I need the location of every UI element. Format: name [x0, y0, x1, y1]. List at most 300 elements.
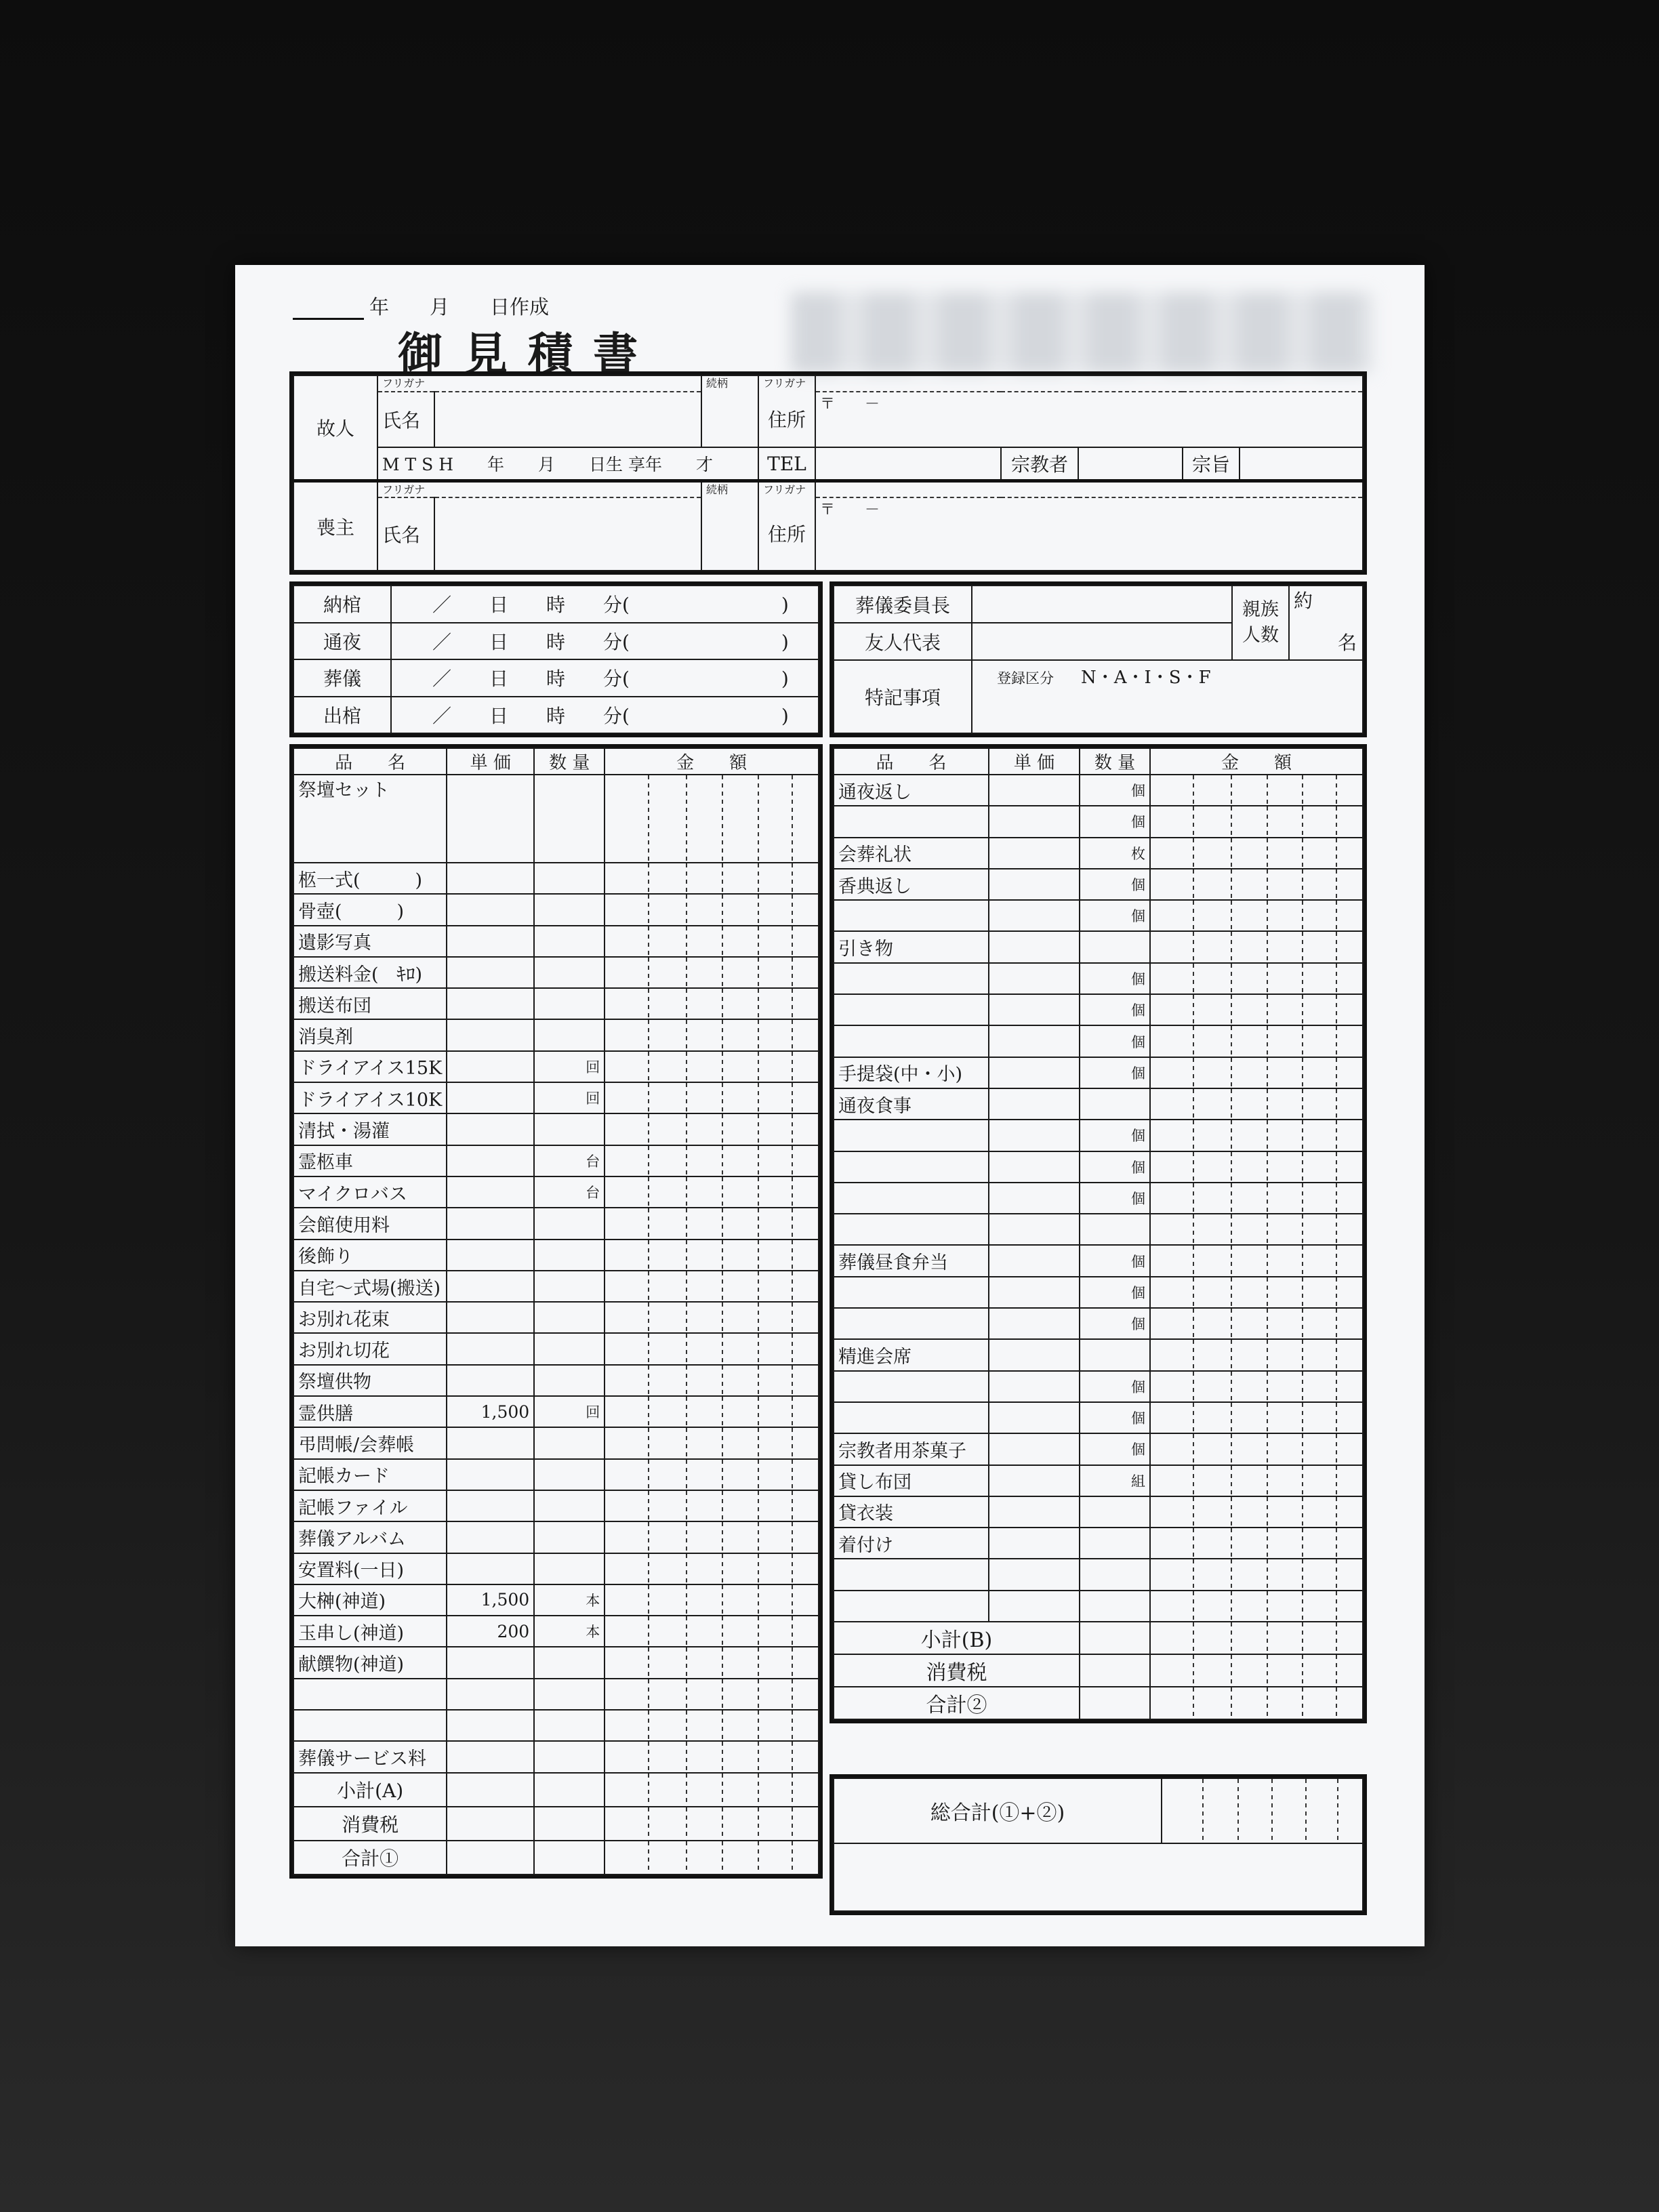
item-name: 葬儀アルバム	[293, 1521, 447, 1553]
quantity-cell[interactable]	[1080, 838, 1150, 869]
tel-label: TEL	[758, 447, 815, 481]
amount-cell[interactable]	[605, 988, 819, 1019]
unit-price[interactable]	[447, 1365, 534, 1396]
amount-cell[interactable]	[1150, 1559, 1363, 1590]
table-row	[834, 1088, 1363, 1120]
table-row	[293, 1240, 819, 1271]
item-name: ドライアイス15K	[293, 1051, 447, 1082]
mourner-address-field[interactable]: 〒 －	[815, 497, 1363, 571]
left-total-amount[interactable]	[605, 1841, 819, 1875]
quantity-cell[interactable]	[534, 1679, 605, 1710]
quantity-cell[interactable]	[1080, 1496, 1150, 1528]
quantity-cell[interactable]	[1080, 1183, 1150, 1214]
left-tax-price[interactable]	[447, 1807, 534, 1841]
year-label: 年	[369, 295, 390, 319]
unit-label: 個	[1131, 1316, 1145, 1333]
quantity-cell[interactable]	[1080, 1214, 1150, 1245]
quantity-cell[interactable]	[1080, 1245, 1150, 1276]
unit-price[interactable]	[989, 1057, 1080, 1088]
unit-price[interactable]	[989, 1371, 1080, 1402]
left-subtotal-label: 小計(A)	[293, 1773, 447, 1807]
special-notes-label: 特記事項	[834, 660, 972, 733]
quantity-cell[interactable]	[534, 1208, 605, 1239]
quantity-cell[interactable]	[534, 1365, 605, 1396]
unit-price[interactable]	[447, 1679, 534, 1710]
amount-cell[interactable]	[605, 1365, 819, 1396]
table-row	[293, 988, 819, 1019]
amount-cell[interactable]	[1150, 1402, 1363, 1433]
table-row	[293, 1647, 819, 1678]
amount-cell[interactable]	[1150, 775, 1363, 806]
unit-price[interactable]	[989, 1433, 1080, 1465]
grand-total-amount[interactable]	[1162, 1778, 1363, 1843]
schedule-label-casket: 納棺	[293, 586, 391, 623]
unit-price[interactable]	[989, 1496, 1080, 1528]
quantity-cell[interactable]	[534, 1051, 605, 1082]
mourner-address-furigana-field[interactable]	[815, 481, 1363, 497]
quantity-cell[interactable]	[534, 988, 605, 1019]
table-row	[834, 775, 1363, 806]
quantity-cell[interactable]	[1080, 900, 1150, 931]
unit-price[interactable]	[447, 1521, 534, 1553]
table-row	[293, 1553, 819, 1584]
quantity-cell[interactable]	[1080, 1402, 1150, 1433]
committee-chair-field[interactable]	[972, 586, 1232, 623]
amount-cell[interactable]	[605, 1710, 819, 1741]
unit-price[interactable]	[989, 1559, 1080, 1590]
table-row	[293, 957, 819, 988]
quantity-cell[interactable]	[534, 1584, 605, 1616]
table-row	[834, 1528, 1363, 1559]
item-name: 宗教者用茶菓子	[834, 1433, 989, 1465]
left-total-qty[interactable]	[534, 1841, 605, 1875]
quantity-cell[interactable]	[534, 1553, 605, 1584]
unit-price[interactable]	[447, 1741, 534, 1772]
table-row	[834, 1025, 1363, 1057]
right-subtotal-qty[interactable]	[1080, 1622, 1150, 1654]
quantity-cell[interactable]	[534, 1396, 605, 1427]
left-col-qty: 数 量	[534, 748, 605, 775]
unit-price[interactable]	[989, 900, 1080, 931]
quantity-cell[interactable]	[534, 1082, 605, 1113]
table-row	[834, 1687, 1363, 1719]
quantity-cell[interactable]	[1080, 931, 1150, 962]
month-label: 月	[430, 295, 450, 319]
item-name: 霊柩車	[293, 1145, 447, 1176]
table-row	[834, 1465, 1363, 1496]
amount-cell[interactable]	[1150, 1339, 1363, 1370]
table-row	[293, 1459, 819, 1490]
address-furigana-field[interactable]	[815, 375, 1363, 392]
unit-price[interactable]	[447, 1427, 534, 1458]
amount-cell[interactable]	[605, 1240, 819, 1271]
address-furigana-label: フリガナ	[763, 377, 806, 390]
relatives-count-field[interactable]	[1289, 586, 1363, 660]
religious-person-field[interactable]	[1078, 447, 1183, 481]
right-col-item: 品 名	[834, 748, 989, 775]
table-row	[293, 1807, 819, 1841]
amount-cell[interactable]	[1150, 806, 1363, 837]
unit-label: 個	[1131, 1128, 1145, 1145]
blurred-company-info	[791, 292, 1374, 373]
table-row	[834, 1151, 1363, 1183]
left-subtotal-amount[interactable]	[605, 1773, 819, 1807]
schedule-label-funeral: 葬儀	[293, 659, 391, 697]
table-row	[293, 1176, 819, 1208]
amount-cell[interactable]	[605, 775, 819, 863]
item-name	[834, 1591, 989, 1622]
item-name: 会葬礼状	[834, 838, 989, 869]
unit-price[interactable]	[447, 1051, 534, 1082]
quantity-cell[interactable]	[1080, 1591, 1150, 1622]
unit-price[interactable]	[447, 1145, 534, 1176]
unit-price[interactable]	[447, 1302, 534, 1333]
unit-price[interactable]	[447, 1019, 534, 1050]
quantity-cell[interactable]	[1080, 1277, 1150, 1308]
quantity-cell[interactable]	[1080, 1528, 1150, 1559]
quantity-cell[interactable]	[534, 863, 605, 894]
estimate-form-sheet	[235, 265, 1425, 1946]
amount-cell[interactable]	[605, 1553, 819, 1584]
item-name: 貸し布団	[834, 1465, 989, 1496]
unit-price[interactable]	[989, 1214, 1080, 1245]
item-name: 大榊(神道)	[293, 1584, 447, 1616]
deceased-info-table	[293, 375, 1364, 571]
table-row	[834, 900, 1363, 931]
unit-price[interactable]: 200	[447, 1616, 534, 1647]
quantity-cell[interactable]	[1080, 806, 1150, 837]
right-total-qty[interactable]	[1080, 1687, 1150, 1719]
quantity-cell[interactable]	[534, 1271, 605, 1302]
amount-cell[interactable]	[605, 1427, 819, 1458]
left-subtotal-qty[interactable]	[534, 1773, 605, 1807]
committee-table	[833, 585, 1364, 734]
table-row	[293, 1145, 819, 1176]
unit-price[interactable]	[447, 775, 534, 863]
quantity-cell[interactable]	[1080, 994, 1150, 1025]
item-name	[834, 1402, 989, 1433]
unit-price[interactable]	[989, 931, 1080, 962]
item-name	[834, 1120, 989, 1151]
amount-cell[interactable]	[605, 1396, 819, 1427]
right-col-price: 単 価	[989, 748, 1080, 775]
amount-cell[interactable]	[605, 1208, 819, 1239]
unit-price[interactable]	[447, 1176, 534, 1208]
unit-label: 回	[586, 1059, 600, 1076]
table-row	[293, 1427, 819, 1458]
amount-cell[interactable]	[1150, 1183, 1363, 1214]
schedule-time-departure[interactable]: ／ 日 時 分( )	[391, 697, 819, 734]
table-row	[834, 994, 1363, 1025]
amount-cell[interactable]	[1150, 994, 1363, 1025]
grand-total-table	[833, 1778, 1364, 1912]
amount-cell[interactable]	[605, 863, 819, 894]
quantity-cell[interactable]	[1080, 1371, 1150, 1402]
tel-field[interactable]	[815, 447, 1001, 481]
amount-cell[interactable]	[1150, 838, 1363, 869]
unit-price[interactable]	[989, 994, 1080, 1025]
amount-cell[interactable]	[1150, 963, 1363, 994]
unit-price[interactable]: 1,500	[447, 1396, 534, 1427]
amount-cell[interactable]	[605, 1176, 819, 1208]
amount-cell[interactable]	[1150, 1371, 1363, 1402]
quantity-cell[interactable]	[534, 1616, 605, 1647]
quantity-cell[interactable]	[534, 1240, 605, 1271]
table-row	[834, 931, 1363, 962]
quantity-cell[interactable]	[534, 1302, 605, 1333]
item-name: 安置料(一日)	[293, 1553, 447, 1584]
amount-cell[interactable]	[605, 1113, 819, 1145]
quantity-cell[interactable]	[534, 894, 605, 925]
unit-price[interactable]	[989, 1183, 1080, 1214]
unit-label: 個	[1131, 783, 1145, 800]
left-tax-qty[interactable]	[534, 1807, 605, 1841]
quantity-cell[interactable]	[1080, 1120, 1150, 1151]
item-name: 通夜食事	[834, 1088, 989, 1120]
amount-cell[interactable]	[605, 926, 819, 957]
table-row	[834, 1214, 1363, 1245]
quantity-cell[interactable]	[534, 1019, 605, 1050]
unit-price[interactable]	[989, 1120, 1080, 1151]
special-notes-field[interactable]	[972, 660, 1363, 733]
left-col-amount: 金 額	[605, 748, 819, 775]
left-total-price[interactable]	[447, 1841, 534, 1875]
quantity-cell[interactable]	[534, 1113, 605, 1145]
unit-price[interactable]	[447, 1082, 534, 1113]
quantity-cell[interactable]	[534, 1710, 605, 1741]
table-row	[293, 1302, 819, 1333]
amount-cell[interactable]	[1150, 1057, 1363, 1088]
amount-cell[interactable]	[605, 1584, 819, 1616]
item-name: お別れ切花	[293, 1333, 447, 1364]
quantity-cell[interactable]	[534, 1521, 605, 1553]
quantity-cell[interactable]	[534, 957, 605, 988]
amount-cell[interactable]	[1150, 1088, 1363, 1120]
item-name: 香典返し	[834, 869, 989, 900]
table-row	[293, 1113, 819, 1145]
table-row	[834, 1591, 1363, 1622]
quantity-cell[interactable]	[1080, 1025, 1150, 1057]
sect-field[interactable]	[1240, 447, 1363, 481]
unit-price[interactable]	[447, 1647, 534, 1678]
unit-label: 個	[1131, 1033, 1145, 1050]
quantity-cell[interactable]	[534, 1176, 605, 1208]
amount-cell[interactable]	[605, 1616, 819, 1647]
item-name: 搬送料金( ｷﾛ)	[293, 957, 447, 988]
quantity-cell[interactable]	[1080, 1433, 1150, 1465]
item-name	[834, 994, 989, 1025]
unit-price[interactable]	[989, 1591, 1080, 1622]
quantity-cell[interactable]	[1080, 963, 1150, 994]
unit-price[interactable]	[447, 1333, 534, 1364]
right-col-qty: 数 量	[1080, 748, 1150, 775]
amount-cell[interactable]	[1150, 1025, 1363, 1057]
amount-cell[interactable]	[1150, 1433, 1363, 1465]
unit-label: 個	[1131, 1410, 1145, 1427]
schedule-time-funeral[interactable]: ／ 日 時 分( )	[391, 659, 819, 697]
unit-price[interactable]	[989, 1151, 1080, 1183]
quantity-cell[interactable]	[1080, 1465, 1150, 1496]
amount-cell[interactable]	[605, 894, 819, 925]
left-items-table	[293, 747, 819, 1875]
unit-price[interactable]	[989, 1528, 1080, 1559]
left-tax-amount[interactable]	[605, 1807, 819, 1841]
unit-label: 台	[586, 1185, 600, 1202]
mourner-name-label: 氏名	[377, 497, 434, 571]
table-row	[293, 1490, 819, 1521]
table-row	[834, 1433, 1363, 1465]
amount-cell[interactable]	[605, 1647, 819, 1678]
quantity-cell[interactable]	[534, 1490, 605, 1521]
day-created-label: 日作成	[490, 295, 550, 319]
unit-price[interactable]	[989, 963, 1080, 994]
unit-price[interactable]	[447, 1459, 534, 1490]
unit-price[interactable]	[447, 988, 534, 1019]
amount-cell[interactable]	[1150, 1465, 1363, 1496]
quantity-cell[interactable]	[534, 1741, 605, 1772]
table-row	[834, 1402, 1363, 1433]
unit-price[interactable]	[447, 894, 534, 925]
amount-cell[interactable]	[605, 1082, 819, 1113]
sect-label: 宗旨	[1183, 447, 1240, 481]
grand-total-label: 総合計(①+②)	[834, 1778, 1162, 1843]
unit-price[interactable]	[447, 1240, 534, 1271]
amount-cell[interactable]	[1150, 869, 1363, 900]
schedule-table	[293, 585, 819, 734]
unit-price[interactable]	[447, 957, 534, 988]
unit-label: 本	[586, 1624, 600, 1641]
item-name: 精進会席	[834, 1339, 989, 1370]
right-tax-qty[interactable]	[1080, 1654, 1150, 1687]
friend-rep-field[interactable]	[972, 623, 1232, 660]
left-subtotal-price[interactable]	[447, 1773, 534, 1807]
amount-cell[interactable]	[605, 1302, 819, 1333]
item-name: 献饌物(神道)	[293, 1647, 447, 1678]
amount-cell[interactable]	[1150, 1120, 1363, 1151]
amount-cell[interactable]	[605, 1741, 819, 1772]
quantity-cell[interactable]	[1080, 1057, 1150, 1088]
quantity-cell[interactable]	[534, 1459, 605, 1490]
amount-cell[interactable]	[605, 1521, 819, 1553]
amount-cell[interactable]	[605, 1333, 819, 1364]
unit-price[interactable]: 1,500	[447, 1584, 534, 1616]
mourner-name-field[interactable]	[434, 497, 701, 571]
amount-cell[interactable]	[1150, 1308, 1363, 1339]
quantity-cell[interactable]	[534, 1333, 605, 1364]
item-name	[834, 1559, 989, 1590]
amount-cell[interactable]	[1150, 931, 1363, 962]
mourner-address-furigana-label: フリガナ	[763, 483, 806, 497]
unit-price[interactable]	[989, 1277, 1080, 1308]
quantity-cell[interactable]	[1080, 1151, 1150, 1183]
quantity-cell[interactable]	[1080, 775, 1150, 806]
unit-price[interactable]	[989, 1402, 1080, 1433]
item-name	[834, 1277, 989, 1308]
unit-price[interactable]	[989, 1088, 1080, 1120]
relatives-label-line2: 人数	[1242, 625, 1279, 646]
table-row	[293, 775, 819, 863]
quantity-cell[interactable]	[1080, 1088, 1150, 1120]
amount-cell[interactable]	[1150, 1528, 1363, 1559]
right-tax-amount[interactable]	[1150, 1654, 1363, 1687]
deceased-address-field[interactable]: 〒 －	[815, 392, 1363, 447]
unit-price[interactable]	[989, 1465, 1080, 1496]
unit-price[interactable]	[989, 1025, 1080, 1057]
unit-label: 個	[1131, 1378, 1145, 1395]
deceased-name-field[interactable]	[434, 392, 701, 447]
amount-cell[interactable]	[605, 1145, 819, 1176]
address-label: 住所	[758, 392, 815, 447]
quantity-cell[interactable]	[1080, 1308, 1150, 1339]
unit-price[interactable]	[989, 869, 1080, 900]
amount-cell[interactable]	[1150, 1151, 1363, 1183]
unit-price[interactable]	[989, 775, 1080, 806]
unit-price[interactable]	[989, 1308, 1080, 1339]
unit-price[interactable]	[989, 838, 1080, 869]
item-name: 引き物	[834, 931, 989, 962]
table-row	[834, 1057, 1363, 1088]
unit-price[interactable]	[447, 926, 534, 957]
table-row	[293, 1208, 819, 1239]
deceased-relation-field[interactable]	[701, 392, 758, 447]
quantity-cell[interactable]	[1080, 869, 1150, 900]
schedule-time-casket[interactable]: ／ 日 時 分( )	[391, 586, 819, 623]
item-name: 霊供膳	[293, 1396, 447, 1427]
unit-price[interactable]	[447, 1271, 534, 1302]
quantity-cell[interactable]	[534, 926, 605, 957]
unit-price[interactable]	[447, 863, 534, 894]
amount-cell[interactable]	[605, 1051, 819, 1082]
year-blank[interactable]	[293, 299, 364, 320]
right-subtotal-amount[interactable]	[1150, 1622, 1363, 1654]
schedule-time-wake[interactable]: ／ 日 時 分( )	[391, 623, 819, 660]
unit-price[interactable]	[447, 1553, 534, 1584]
amount-cell[interactable]	[605, 1459, 819, 1490]
birth-date-age-field[interactable]: M T S H 年 月 日生 享年 才	[377, 447, 758, 481]
amount-cell[interactable]	[1150, 1496, 1363, 1528]
friend-rep-label: 友人代表	[834, 623, 972, 660]
amount-cell[interactable]	[605, 1019, 819, 1050]
unit-price[interactable]	[447, 1490, 534, 1521]
amount-cell[interactable]	[1150, 1277, 1363, 1308]
unit-price[interactable]	[447, 1208, 534, 1239]
amount-cell[interactable]	[1150, 1214, 1363, 1245]
amount-cell[interactable]	[1150, 1591, 1363, 1622]
amount-cell[interactable]	[1150, 900, 1363, 931]
grand-total-notes[interactable]	[834, 1843, 1363, 1911]
quantity-cell[interactable]	[534, 1145, 605, 1176]
right-total-amount[interactable]	[1150, 1687, 1363, 1719]
quantity-cell[interactable]	[534, 775, 605, 863]
unit-price[interactable]	[447, 1710, 534, 1741]
quantity-cell[interactable]	[534, 1427, 605, 1458]
unit-price[interactable]	[989, 806, 1080, 837]
quantity-cell[interactable]	[1080, 1559, 1150, 1590]
amount-cell[interactable]	[605, 957, 819, 988]
unit-price[interactable]	[989, 1245, 1080, 1276]
quantity-cell[interactable]	[534, 1647, 605, 1678]
unit-price[interactable]	[989, 1339, 1080, 1370]
amount-cell[interactable]	[605, 1679, 819, 1710]
item-name	[293, 1710, 447, 1741]
unit-price[interactable]	[447, 1113, 534, 1145]
table-row	[834, 1622, 1363, 1654]
amount-cell[interactable]	[605, 1490, 819, 1521]
quantity-cell[interactable]	[1080, 1339, 1150, 1370]
amount-cell[interactable]	[1150, 1245, 1363, 1276]
mourner-relation-field[interactable]	[701, 497, 758, 571]
amount-cell[interactable]	[605, 1271, 819, 1302]
